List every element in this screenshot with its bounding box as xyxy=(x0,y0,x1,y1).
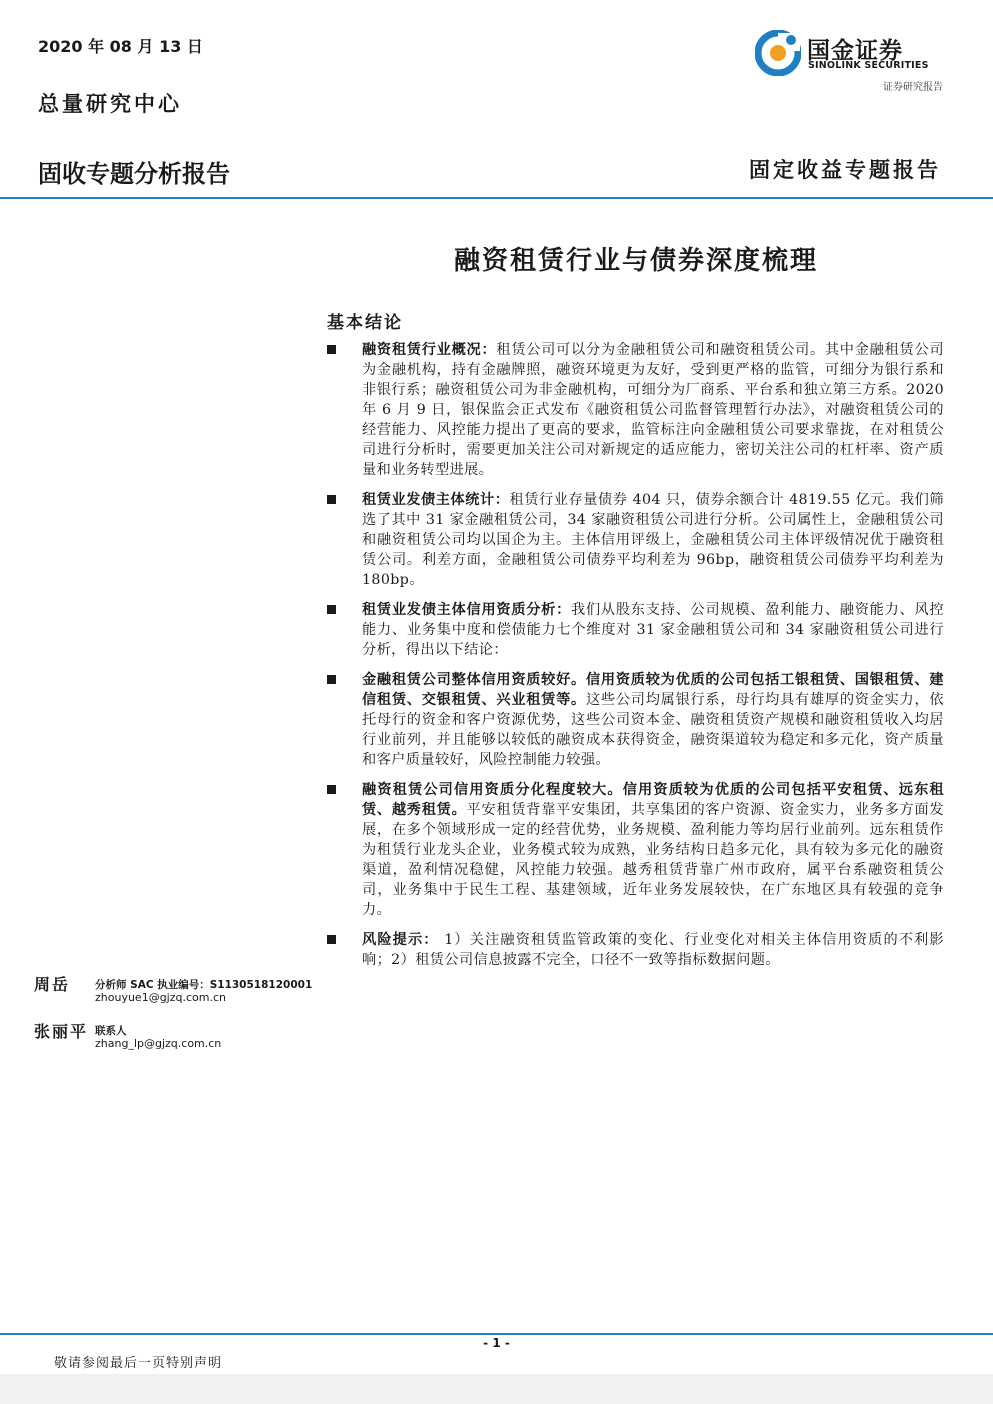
company-logo xyxy=(755,30,945,76)
report-title: 融资租赁行业与债券深度梳理 xyxy=(453,246,818,276)
section-title: 基本结论 xyxy=(327,313,403,333)
contact-name: 张丽平 xyxy=(34,1022,89,1041)
analyst-name: 周岳 xyxy=(34,975,71,994)
report-date: 2020 年 08 月 13 日 xyxy=(38,37,203,56)
bullet-square-icon xyxy=(327,675,336,684)
bullet-square-icon xyxy=(327,605,336,614)
bullet-text: 我们从股东支持、公司规模、盈利能力、融资能力、风控能力、业务集中度和偿债能力七个维度对 31 家金融租赁公司和 34 家融资租赁公司进行分析，得出以下结论： xyxy=(362,602,944,658)
list-item xyxy=(327,600,944,660)
bullet-heading: 风险提示： xyxy=(362,932,439,948)
page-number: - 1 - xyxy=(483,1336,510,1350)
disclaimer-note: 敬请参阅最后一页特别声明 xyxy=(54,1356,223,1371)
bullet-heading: 金融租赁公司整体信用资质较好。信用资质较为优质的公司包括工银租赁、国银租赁、建信租赁、交银租赁、兴业租赁等。 xyxy=(362,672,944,708)
bullet-square-icon xyxy=(327,935,336,944)
footer-band xyxy=(0,1374,993,1404)
analyst-credential: 分析师 SAC 执业编号：S1130518120001 xyxy=(95,979,313,991)
contact-role: 联系人 xyxy=(95,1025,127,1037)
logo-name-cn: 国金证券 xyxy=(807,38,903,64)
conclusion-list xyxy=(327,340,944,970)
list-item xyxy=(327,490,944,590)
list-item xyxy=(327,780,944,920)
bullet-square-icon xyxy=(327,785,336,794)
contact-email[interactable]: zhang_lp@gjzq.com.cn xyxy=(95,1037,222,1050)
logo-name-en: SINOLINK SECURITIES xyxy=(808,60,929,71)
bullet-text: 租赁公司可以分为金融租赁公司和融资租赁公司。其中金融租赁公司为金融机构，持有金融牌照，融资环境更为友好，受到更严格的监管，可细分为银行系和非银行系；融资租赁公司为非金融机构，可细分为厂商系、平台系和独立第三方系。2020 年 6 月 9 日，银保监会正式发布《融资租赁公司监督管理暂行办法》，对融资租赁公司的经营能力、风控能力提出了更高的要求，监管标注向金融租赁公司要求靠拢，在对租赁公司进行分析时，需要更加关注公司对新规定的适应能力，密切关注公司的杠杆率、资产质量和业务转型进展。 xyxy=(362,342,944,478)
bullet-heading: 租赁业发债主体统计： xyxy=(362,492,510,508)
bullet-square-icon xyxy=(327,345,336,354)
bullet-heading: 融资租赁行业概况： xyxy=(362,342,497,358)
analyst-email[interactable]: zhouyue1@gjzq.com.cn xyxy=(95,991,226,1004)
bullet-heading: 租赁业发债主体信用资质分析： xyxy=(362,602,572,618)
bullet-square-icon xyxy=(327,495,336,504)
bullet-heading: 融资租赁公司信用资质分化程度较大。信用资质较为优质的公司包括平安租赁、远东租赁、越秀租赁。 xyxy=(362,782,944,818)
logo-subtitle: 证券研究报告 xyxy=(883,82,943,93)
bullet-text: 平安租赁背靠平安集团，共享集团的客户资源、资金实力，业务多方面发展，在多个领域形成一定的经营优势，业务规模、盈利能力等均居行业前列。远东租赁作为租赁行业龙头企业，业务模式较为成熟，业务结构日趋多元化，具有较为多元化的融资渠道，盈利情况稳健，风控能力较强。越秀租赁背靠广州市政府，属平台系融资租赁公司，业务集中于民生工程、基建领域，近年业务发展较快，在广东地区具有较强的竞争力。 xyxy=(362,802,944,918)
bullet-text: 租赁行业存量债券 404 只，债券余额合计 4819.55 亿元。我们筛选了其中 31 家金融租赁公司，34 家融资租赁公司进行分析。公司属性上，金融租赁公司和融资租赁公司均以国企为主。主体信用评级上，金融租赁公司主体评级情况优于融资租赁公司。利差方面，金融租赁公司债券平均利差为 96bp，融资租赁公司债券平均利差为 180bp。 xyxy=(362,492,944,588)
bullet-text: 这些公司均属银行系，母行均具有雄厚的资金实力，依托母行的资金和客户资源优势，这些公司资本金、融资租赁资产规模和融资租赁收入均居行业前列，并且能够以较低的融资成本获得资金，融资渠道较为稳定和多元化，资产质量和客户质量较好，风险控制能力较强。 xyxy=(362,692,944,768)
sinolink-logo-icon xyxy=(755,30,801,76)
list-item xyxy=(327,340,944,480)
header-divider xyxy=(0,197,993,199)
list-item xyxy=(327,930,944,970)
list-item xyxy=(327,670,944,770)
report-type: 固收专题分析报告 xyxy=(38,160,230,188)
footer-divider xyxy=(0,1333,993,1335)
report-category: 固定收益专题报告 xyxy=(749,157,941,182)
bullet-text: 1）关注融资租赁监管政策的变化、行业变化对相关主体信用资质的不利影响；2）租赁公司信息披露不完全，口径不一致等指标数据问题。 xyxy=(362,932,944,968)
research-center-name: 总量研究中心 xyxy=(38,91,182,116)
